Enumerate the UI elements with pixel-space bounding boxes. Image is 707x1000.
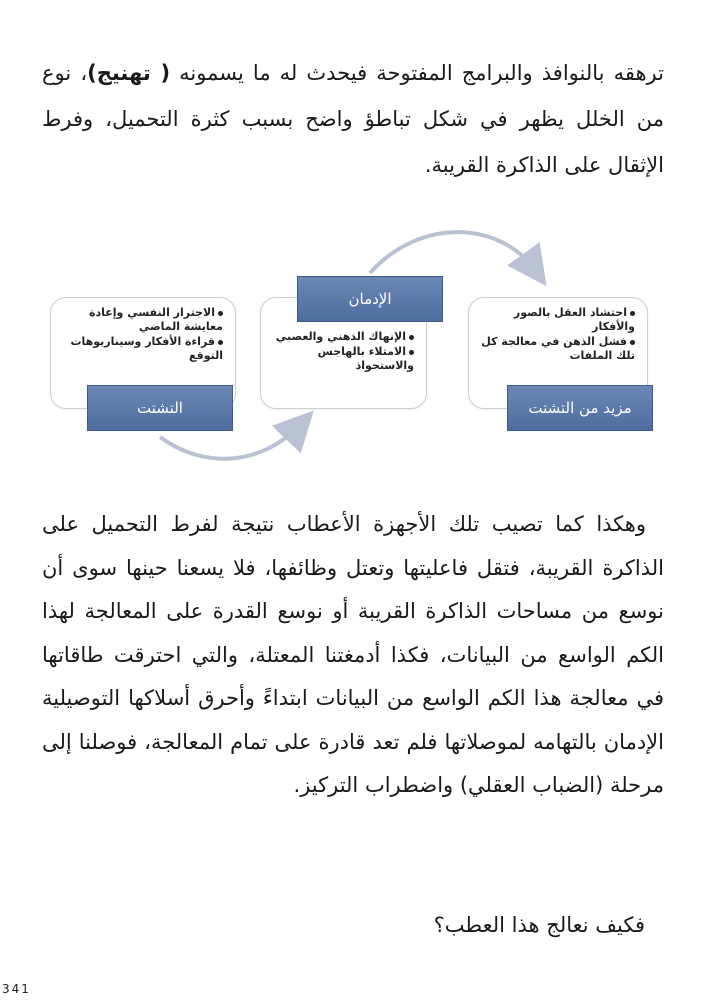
list-item: احتشاد العقل بالصور والأفكار (513, 306, 635, 333)
list-item: قراءة الأفكار وسيناريوهات التوقع (70, 335, 223, 362)
intro-paragraph (42, 50, 664, 188)
bullet-icon (630, 340, 635, 345)
bullet-icon (409, 335, 414, 340)
list-item: الإنهاك الذهني والعصبي (269, 330, 414, 344)
arrow-top (370, 232, 535, 273)
intro-line-2: ، نوع من الخلل يظهر في شكل تباطؤ واضح بسبب (42, 61, 665, 131)
bullet-icon (218, 311, 223, 316)
bullet-icon (630, 311, 635, 316)
list-item: الاجترار النفسي وإعادة معايشة الماضي (88, 306, 223, 333)
bullet-icon (218, 340, 223, 345)
label-addiction: الإدمان (297, 276, 443, 322)
body-paragraph-text: وهكذا كما تصيب تلك الأجهزة الأعطاب نتيجة لفرط التحميل على الذاكرة القريبة، فتقل فاعليتها وتعتل وظائفها، فلا يسعنا حينها سوى أن نوسع من مساحات الذاكرة القريبة أو نوسع القدرة على المعالجة لهذا الكم الواسع من البيانات، فكذا أدمغتنا المعتلة، والتي احترقت طاقاتها في معالجة هذا الكم الواسع من البيانات ابتداءً وأحرق أسلاكها التوصيلية الإدمان بالتهامه لموصلاتها فلم تعد قادرة على تمام المعالجة، فوصلنا إلى مرحلة (الضباب العقلي) واضطراب التركيز. (42, 512, 664, 797)
list-item: فشل الذهن في معالجة كل تلك الملفات (481, 335, 635, 362)
intro-line-1: ترهقه بالنوافذ والبرامج المفتوحة فيحدث له ما يسمونه (179, 61, 664, 85)
label-more-distraction: مزيد من التشتت (507, 385, 653, 431)
bullet-icon (409, 350, 414, 355)
label-distraction: التشتت (87, 385, 233, 431)
list-item: الامتلاء بالهاجس والاستحواذ (317, 345, 414, 372)
body-paragraph (42, 503, 664, 808)
page-number: 341 (2, 982, 31, 996)
question-line: فكيف نعالج هذا العطب؟ (433, 913, 645, 937)
intro-line-3: كثرة التحميل، وفرط الإثقال على الذاكرة القريبة. (42, 107, 664, 177)
bold-term: ( تهنيج) (87, 61, 171, 85)
cycle-diagram (0, 225, 707, 475)
